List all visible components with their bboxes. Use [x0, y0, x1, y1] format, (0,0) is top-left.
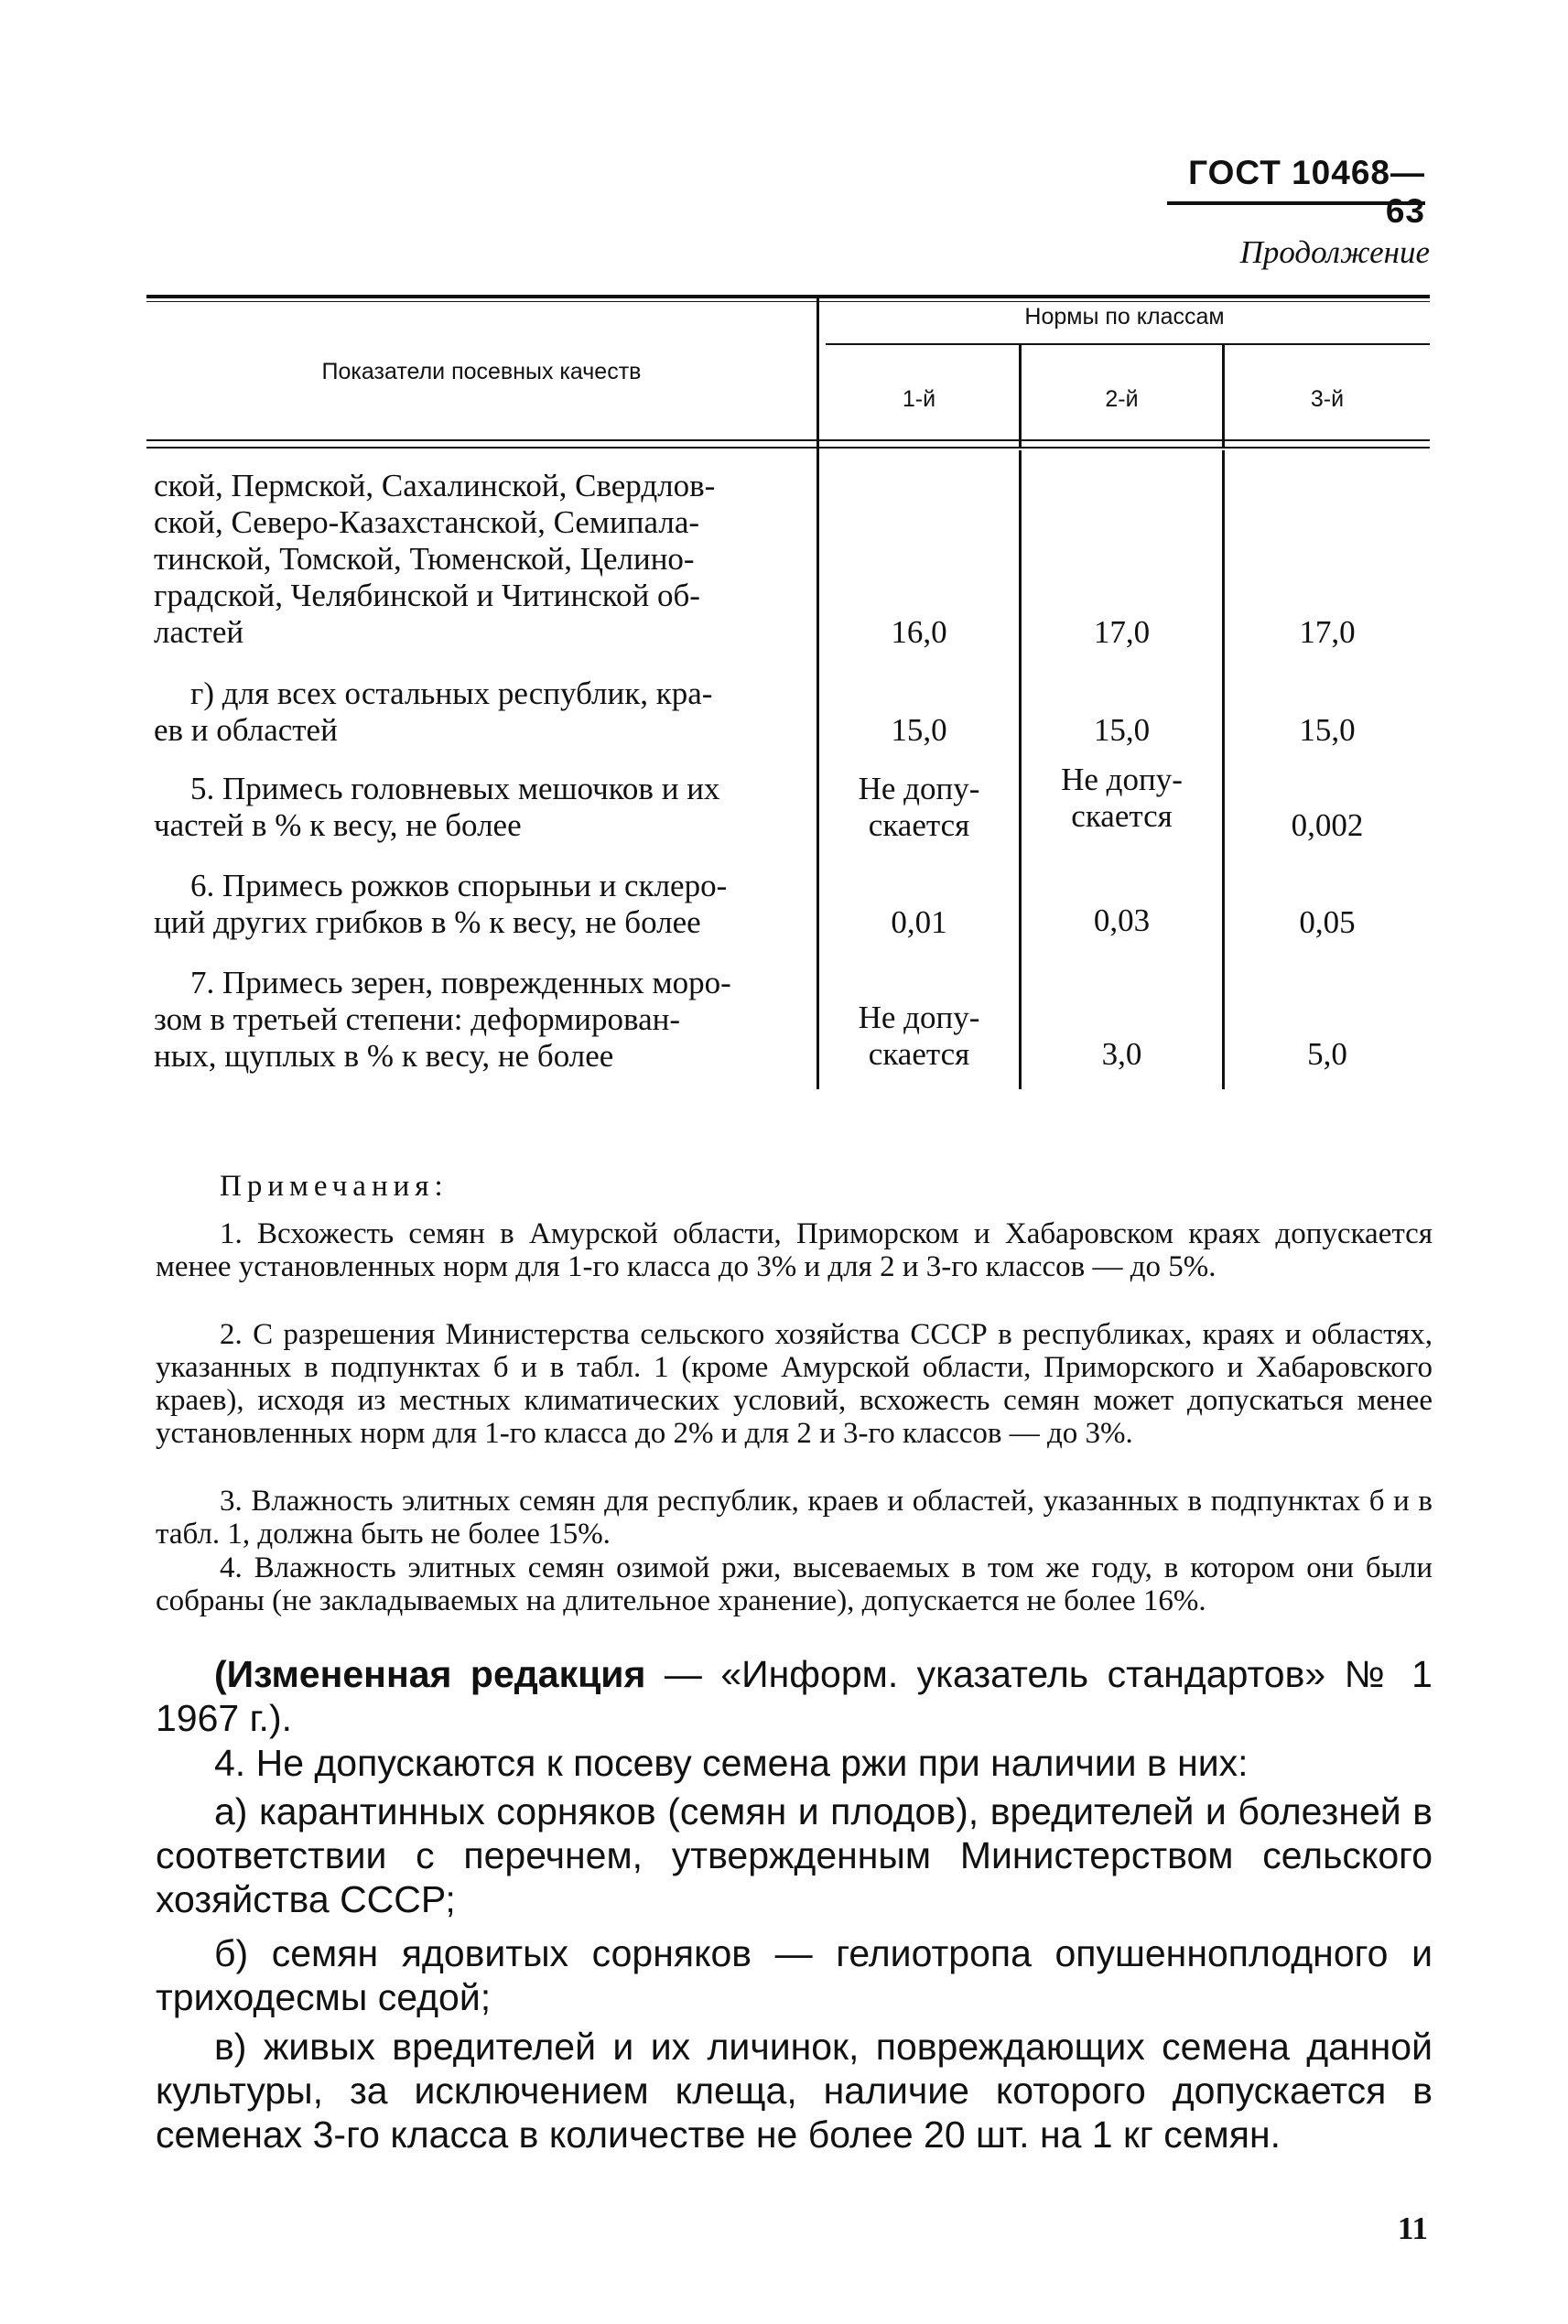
header-indicator: Показатели посевных качеств — [321, 359, 642, 384]
table-cell-value: Не допу- скается — [858, 771, 980, 843]
table-cell-value: 0,03 — [1093, 903, 1151, 938]
table-cell-value: 0,01 — [891, 904, 947, 940]
table-cell-value: 17,0 — [1299, 614, 1356, 650]
continuation-label: Продолжение — [1239, 234, 1430, 270]
note-item: 1. Всхожесть семян в Амурской области, Приморском и Хабаровском краях допускается менее установленных норм для 1-го класса до 3% и для 2 и 3-го классов — до 5%. — [156, 1217, 1433, 1283]
table-row-text: 5. Примесь головневых мешочков и их частей в % к весу, не более — [154, 771, 720, 843]
doc-number-underline — [1167, 201, 1425, 205]
note-item: 3. Влажность элитных семян для республик, краев и областей, указанных в подпунктах б и в табл. 1, должна быть не более 15%. — [156, 1485, 1433, 1551]
header-bottom-rule — [146, 439, 1430, 441]
header-class-3: 3-й — [1310, 386, 1345, 412]
section-4-intro: 4. Не допускаются к посеву семена ржи при наличии в них: — [214, 1742, 1249, 1784]
header-norms: Нормы по классам — [1024, 304, 1225, 330]
table-cell-value: Не допу- скается — [858, 1000, 980, 1072]
amendment-note — [156, 1652, 1433, 1740]
note-item: 4. Влажность элитных семян озимой ржи, высеваемых в том же году, в котором они были собраны (не закладываемых на длительное хранение), допускается не более 16%. — [156, 1551, 1433, 1617]
notes-title: Примечания: — [220, 1170, 449, 1203]
table-row-text: 6. Примесь рожков спорыньи и склеро- ций других грибков в % к весу, не более — [154, 868, 728, 940]
table-top-rule-thin — [146, 301, 1430, 302]
table-cell-value: 15,0 — [1299, 712, 1356, 748]
table-row-text: ской, Пермской, Сахалинской, Свердлов- ской, Северо-Казахстанской, Семипала- тинской, Томской, Тюменской, Целино- градской, Челябинской и Читинской об- ластей — [154, 468, 716, 650]
table-top-rule — [146, 295, 1430, 298]
table-cell-value: 0,05 — [1299, 904, 1356, 940]
norms-subheader-rule — [826, 343, 1430, 345]
seed-quality-table — [146, 295, 1430, 1119]
table-row-text: г) для всех остальных республик, кра- ев и областей — [154, 676, 713, 748]
section-4-item-c: в) живых вредителей и их личинок, повреждающих семена данной культуры, за исключением клеща, наличие которого допускается в семенах 3-го класса в количестве не более 20 шт. на 1 кг семян. — [156, 2026, 1433, 2156]
table-cell-value: 15,0 — [891, 712, 947, 748]
table-cell-value: 5,0 — [1307, 1036, 1347, 1072]
table-cell-value: 0,002 — [1291, 807, 1364, 843]
section-4-item-b: б) семян ядовитых сорняков — гелиотропа опушенноплодного и триходесмы седой; — [156, 1932, 1433, 2018]
page-number: 11 — [1397, 2211, 1428, 2246]
note-item: 2. С разрешения Министерства сельского хозяйства СССР в республиках, краях и областях, указанных в подпунктах б и в табл. 1 (кроме Амурской области, Приморского и Хабаровского краев), исходя из местных климатических условий, всхожесть семян может допускаться менее установленных норм для 1-го класса до 2% и для 2 и 3-го классов — до 3%. — [156, 1318, 1433, 1450]
header-class-1: 1-й — [902, 386, 936, 412]
table-cell-value: Не допу- скается — [1061, 762, 1183, 834]
amendment-bold: (Измененная редакция — [214, 1653, 646, 1695]
section-4-item-a: а) карантинных сорняков (семян и плодов), вредителей и болезней в соответствии с перечнем, утвержденным Министерством сельского хозяйства СССР; — [156, 1790, 1433, 1920]
table-cell-value: 3,0 — [1101, 1036, 1142, 1072]
table-row-text: 7. Примесь зерен, поврежденных моро- зом в третьей степени: деформирован- ных, щуплых в % к весу, не более — [154, 965, 731, 1074]
table-col-divider — [1222, 450, 1225, 1089]
table-cell-value: 16,0 — [891, 614, 947, 650]
table-cell-value: 15,0 — [1093, 712, 1151, 748]
table-col-divider — [816, 295, 819, 1089]
amendment-rest: — «Информ. указатель стандартов» № 1 1967 г.). — [156, 1653, 1433, 1739]
table-cell-value: 17,0 — [1093, 614, 1151, 650]
doc-number: ГОСТ 10468—63 — [1188, 154, 1425, 230]
header-bottom-rule-2 — [146, 447, 1430, 449]
header-class-2: 2-й — [1105, 386, 1139, 412]
